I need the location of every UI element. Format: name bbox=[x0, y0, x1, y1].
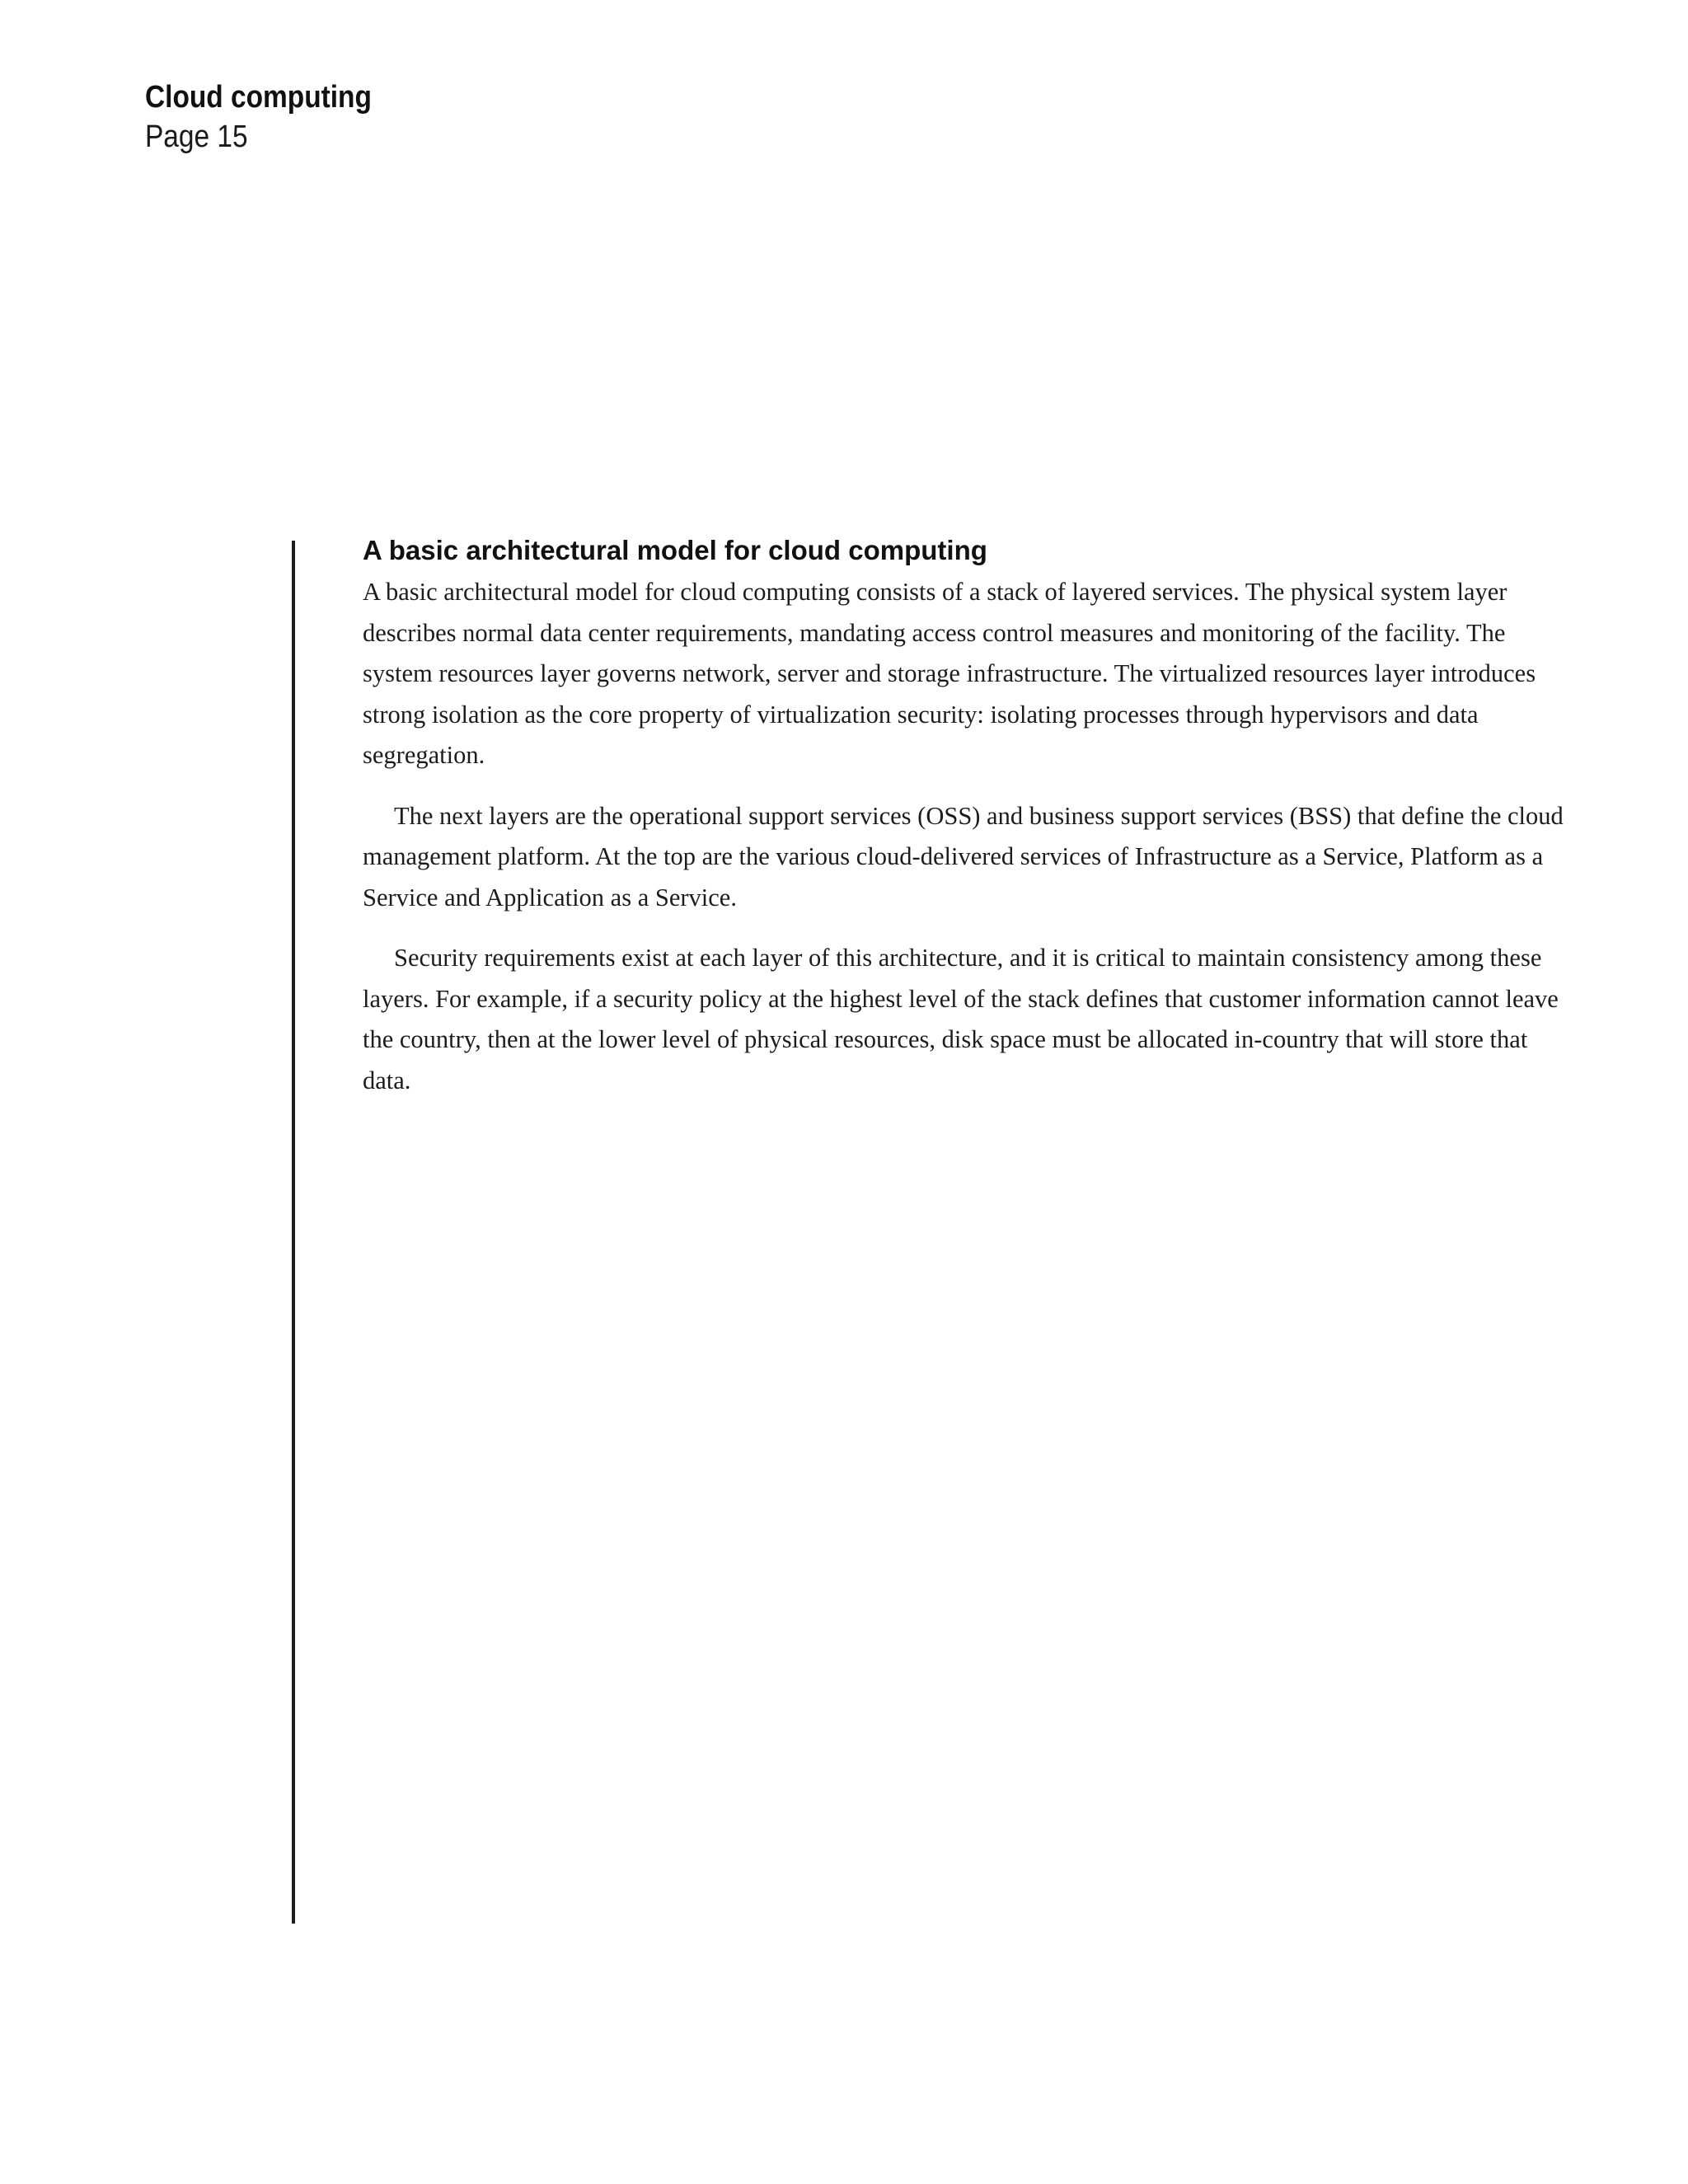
body-paragraph-1: A basic architectural model for cloud computing consists of a stack of layered services. The physical system layer describes normal data center requirements, mandating access control measures and monitoring of the facility. The system resources layer governs network, server and storage infrastructure. The virtualized resources layer introduces strong isolation as the core property of virtualization security: isolating processes through hypervisors and data segregation. bbox=[363, 578, 1536, 769]
document-title: Cloud computing bbox=[145, 80, 372, 115]
article-section bbox=[363, 534, 1574, 1101]
margin-rule bbox=[292, 541, 295, 1924]
body-paragraph-3: Security requirements exist at each layer of this architecture, and it is critical to maintain consistency among these layers. For example, if a security policy at the highest level of the stack defines that customer information cannot leave the country, then at the lower level of physical resources, disk space must be allocated in-country that will store that data. bbox=[363, 944, 1559, 1094]
section-heading: A basic architectural model for cloud computing bbox=[363, 535, 987, 565]
page-number: Page 15 bbox=[145, 120, 248, 154]
body-paragraph-2: The next layers are the operational support services (OSS) and business support services (BSS) that define the cloud management platform. At the top are the various cloud-delivered services of Infrastructure as a Service, Platform as a Service and Application as a Service. bbox=[363, 801, 1564, 912]
running-header bbox=[145, 77, 372, 157]
